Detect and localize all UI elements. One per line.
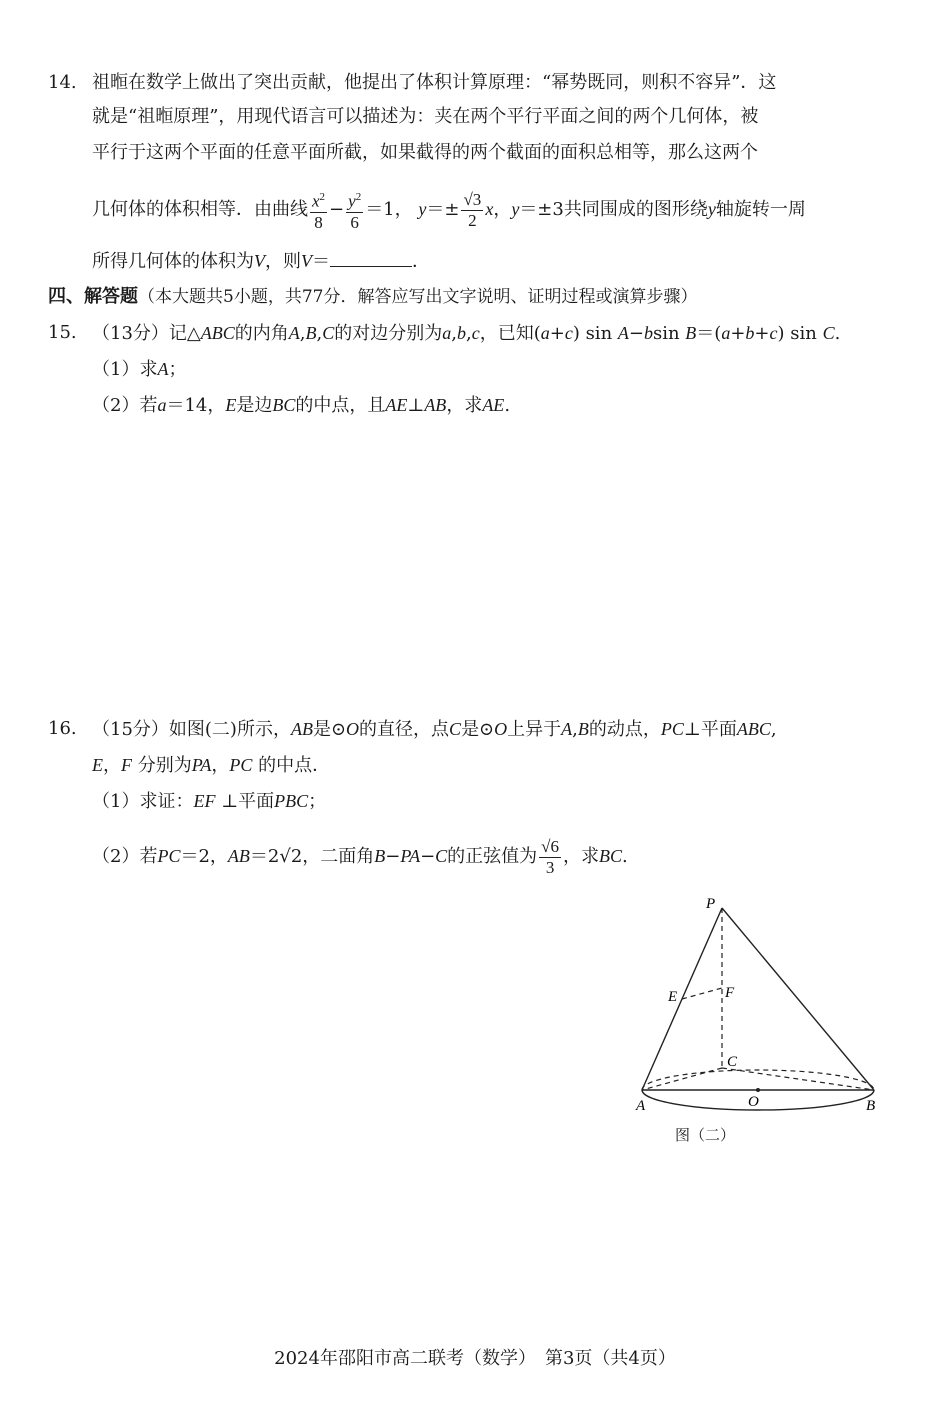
answer-blank <box>330 248 412 267</box>
edge-ca <box>642 1068 722 1090</box>
figure-2 <box>630 890 900 1150</box>
label-p: P <box>706 896 716 912</box>
cone-diagram <box>630 890 900 1120</box>
label-c: C <box>727 1054 738 1070</box>
q16-number: 16. <box>48 718 77 739</box>
q14-line4: 几何体的体积相等．由曲线 $\frac{x^2}{8}$ − $\frac{y^2}{6}$ ＝1， y＝± $\frac{√3}{2}$ x，y＝±3共同围成的图形绕y轴旋转一周 <box>92 178 806 241</box>
segment-ef <box>682 988 722 999</box>
edge-cb <box>722 1068 874 1090</box>
page-footer: 2024年邵阳市高二联考（数学） 第3页（共4页） <box>274 1348 676 1369</box>
center-o <box>756 1088 760 1092</box>
q14-number: 14. <box>48 72 77 93</box>
q16-part1: （1）求证：EF ⊥平面PBC； <box>92 791 327 812</box>
q14-line1: 祖暅在数学上做出了突出贡献，他提出了体积计算原理：“幂势既同，则积不容异”．这 <box>92 72 777 93</box>
edge-pb <box>722 908 874 1090</box>
label-a: A <box>636 1098 646 1114</box>
figure-caption: 图（二） <box>674 1126 735 1144</box>
q15-number: 15. <box>48 322 77 343</box>
label-b: B <box>866 1098 876 1114</box>
label-o: O <box>748 1094 759 1110</box>
q15-part1: （1）求A； <box>92 359 187 380</box>
q16-stem: （15分）如图(二)所示，AB是⊙O的直径，点C是⊙O上异于A,B的动点，PC⊥平面ABC, <box>92 719 777 740</box>
q14-line2: 就是“祖暅原理”，用现代语言可以描述为：夹在两个平行平面之间的两个几何体，被 <box>92 106 759 127</box>
label-f: F <box>725 985 735 1001</box>
q14-line5: 所得几何体的体积为V，则V＝ ． <box>92 248 430 275</box>
label-e: E <box>668 989 678 1005</box>
q16-part2: （2）若PC＝2，AB＝2√2，二面角B−PA−C的正弦值为 $\frac{√6}{3}$ ，求BC. <box>92 836 628 877</box>
q16-line2: E，F 分别为PA，PC 的中点． <box>92 755 331 776</box>
q15-stem: （13分）记△ABC的内角A,B,C的对边分别为a,b,c，已知(a+c) sin A−bsin B＝(a+b+c) sin C. <box>92 323 841 344</box>
q15-part2: （2）若a＝14，E是边BC的中点，且AE⊥AB，求AE. <box>92 395 511 416</box>
section-4-heading: 四、解答题（本大题共5小题，共77分．解答应写出文字说明、证明过程或演算步骤） <box>48 286 698 307</box>
q14-line3: 平行于这两个平面的任意平面所截，如果截得的两个截面的面积总相等，那么这两个 <box>92 142 758 163</box>
